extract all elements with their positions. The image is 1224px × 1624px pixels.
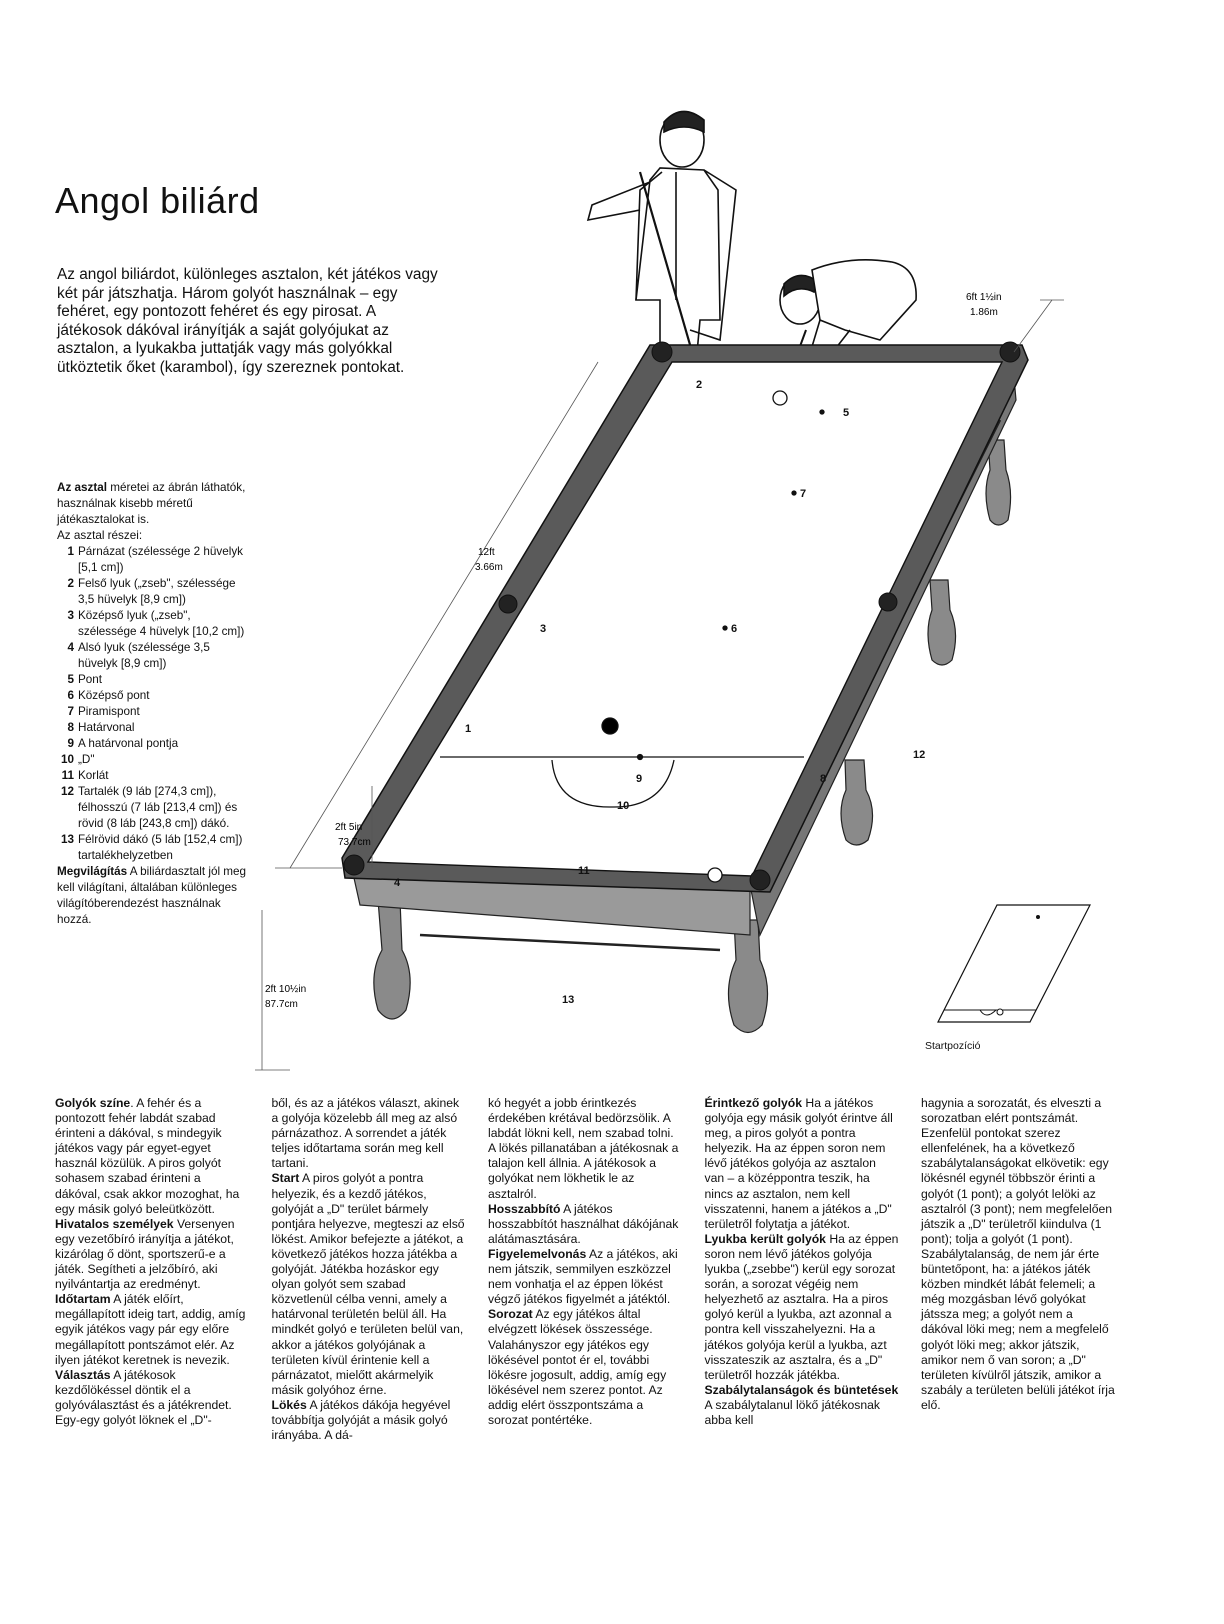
table-part-number: 9	[67, 737, 74, 750]
rule-text: Az egy játékos által elvégzett lökések összessége. Valahányszor egy játékos egy lökésével pontot ér el, további lökésre jogosult, addig, amíg egy lökésével nem szerez pontot. Az addig elért összpontszáma a sorozat pontértéke.	[488, 1307, 667, 1427]
rule-paragraph	[488, 1202, 682, 1247]
rule-heading: Választás	[55, 1367, 111, 1382]
rule-paragraph	[55, 1217, 249, 1292]
rule-text: Ha az éppen soron nem lévő játékos golyója lyukba („zsebbe") kerül egy sorozat során, a sorozat végéig nem helyezhető az asztalra. Ha a piros golyó kerül a lyukba, azt azonnal a pontra kell visszahelyezni. Ha a játékos golyója kerül a lyukba, azt visszateszik az asztalra, és a „D" területről hozzák játékba.	[704, 1231, 899, 1382]
rules-column	[705, 1096, 899, 1443]
label-baulk-line: 8	[820, 773, 827, 785]
table-part-number: 11	[61, 769, 74, 782]
table-part-number: 8	[67, 721, 74, 734]
rule-heading: Érintkező golyók	[704, 1096, 803, 1110]
dim-leg-imperial: 2ft 10½in	[265, 984, 307, 995]
dim-leg-metric: 87.7cm	[265, 999, 298, 1010]
table-part-number: 4	[67, 641, 74, 654]
parts-title: Az asztal részei:	[57, 529, 143, 542]
table-part-number: 7	[67, 705, 74, 718]
rule-paragraph	[705, 1096, 899, 1232]
rule-text: A játékos dákója hegyével továbbítja golyóját a másik golyó irányába. A dá-	[271, 1397, 451, 1443]
table-part-number: 10	[60, 753, 74, 766]
table-part-text: Félrövid dákó (5 láb [152,4 cm]) tartalékhelyzetben	[78, 833, 243, 862]
rules-column	[921, 1096, 1115, 1443]
table-part-number: 2	[67, 577, 74, 590]
rule-paragraph	[488, 1247, 682, 1307]
rule-text: ből, és az a játékos választ, akinek a golyója közelebb áll meg az alsó párnázathoz. A sorrendet a játék teljes időtartama során meg kell tartani.	[271, 1096, 460, 1171]
table-part-number: 12	[60, 785, 74, 798]
table-part-number: 13	[60, 833, 74, 846]
rule-text: Ha a játékos golyója egy másik golyót érintve áll meg, a piros golyót a pontra helyezik. Ha az éppen soron nem lévő játékos golyója az asztalon van – a középpontra teszik, ha nincs az asztalon, nem kell visszatenni, hanem a játékos a „D" területről folytatja a játékot.	[704, 1096, 893, 1231]
rule-heading: Időtartam	[55, 1292, 111, 1307]
lighting-heading: Megvilágítás	[57, 865, 128, 878]
rules-columns	[55, 1096, 1115, 1443]
table-part-number: 1	[67, 545, 74, 558]
label-spare-cues: 12	[913, 749, 926, 761]
label-top-pocket: 2	[696, 379, 703, 391]
rule-text: . A fehér és a pontozott fehér labdát szabad érinteni a dákóval, s mindegyik játékos vagy pár egyet-egyet használ közülük. A piros golyót sohasem szabad érinteni a dákóval, csak akkor mozoghat, ha egy másik golyó beleütközött.	[55, 1096, 240, 1216]
label-bottom-pocket: 4	[394, 877, 401, 889]
rule-paragraph	[488, 1096, 682, 1202]
label-spot: 5	[843, 407, 850, 419]
rule-paragraph	[272, 1398, 466, 1443]
rule-paragraph	[55, 1292, 249, 1367]
rule-paragraph	[272, 1171, 466, 1397]
rule-heading: Hosszabbító	[488, 1201, 561, 1216]
rules-column	[488, 1096, 682, 1443]
label-pyramid-spot: 7	[800, 488, 807, 500]
rule-paragraph	[272, 1096, 466, 1171]
rules-column	[55, 1096, 249, 1443]
table-part-text: Piramispont	[78, 705, 140, 718]
rule-heading: Lökés	[271, 1397, 307, 1412]
rule-heading: Hivatalos személyek	[55, 1216, 174, 1231]
rule-heading: Golyók színe	[55, 1096, 131, 1110]
label-centre-spot: 6	[731, 623, 738, 635]
rules-column	[272, 1096, 466, 1443]
rule-text: hagynia a sorozatát, és elveszti a sorozatban elért pontszámát. Ezenfelül pontokat szerez ellenfelének, ha a következő szabálytalanságokat elkövetik: egy lökésnél egynél többször érinti a golyót (1 pont); a golyót lelöki az asztalról (3 pont); nem megfelelően játszik a „D" területről kiindulva (1 pont); tolja a golyót (1 pont). Szabálytalanság, de nem jár érte büntetőpont, ha: a játékos játék közben mindkét lábát felemeli; a még mozgásban lévő golyókat játssza meg; a golyót nem a dákóval löki meg; nem a megfelelő golyót löki meg; akkor játszik, amikor nem ő van soron; a „D" területen kívülről játszik, amikor a szabály a területen belüli játékot írja elő.	[921, 1096, 1115, 1412]
table-part-text: Tartalék (9 láb [274,3 cm]), félhosszú (7 láb [213,4 cm]) és rövid (8 láb [243,8 cm]) dákó.	[78, 785, 238, 830]
table-info-heading: Az asztal	[57, 481, 108, 494]
start-position-inset	[938, 905, 1090, 1022]
table-part-text: Középső lyuk („zseb", szélessége 4 hüvelyk [10,2 cm])	[78, 609, 245, 638]
rule-heading: Szabálytalanságok és büntetések	[704, 1382, 899, 1397]
label-cushion: 1	[465, 723, 472, 735]
table-part-text: Párnázat (szélessége 2 hüvelyk [5,1 cm])	[78, 545, 244, 574]
table-part-number: 3	[67, 609, 74, 622]
rule-text: Az a játékos, aki nem játszik, semmilyen eszközzel nem vonhatja el az éppen lökést végző játékos figyelmét a játéktól.	[488, 1246, 678, 1307]
rule-heading: Figyelemelvonás	[488, 1246, 587, 1261]
page-title: Angol biliárd	[55, 180, 260, 221]
dim-length-imperial: 12ft	[478, 547, 495, 558]
dim-height-metric: 73.7cm	[338, 837, 371, 848]
rule-text: A játékos hosszabbítót használhat dákójának alátámasztására.	[488, 1201, 679, 1246]
rule-paragraph	[55, 1368, 249, 1428]
label-baulk-spot: 9	[636, 773, 643, 785]
rule-text: A játékosok kezdőlökéssel döntik el a golyóválasztást és a játékrendet. Egy-egy golyót löknek el „D"-	[55, 1367, 232, 1427]
rule-paragraph	[705, 1232, 899, 1383]
table-part-text: Alsó lyuk (szélessége 3,5 hüvelyk [8,9 cm])	[78, 641, 210, 670]
rule-text: A játék előírt, megállapított ideig tart, addig, amíg egyik játékos vagy pár egy előre megállapított pontszámot elér. Az ilyen játékot keretnek is nevezik.	[55, 1292, 246, 1367]
table-part-text: Pont	[78, 673, 103, 686]
table-part-text: A határvonal pontja	[78, 737, 179, 750]
table-part-text: Korlát	[78, 769, 109, 782]
lighting-body: A biliárdasztalt jól meg kell világítani, általában különleges világítóberendezést használnak hozzá.	[57, 865, 247, 926]
rule-heading: Sorozat	[488, 1307, 533, 1322]
dim-height-imperial: 2ft 5in	[335, 822, 363, 833]
rule-paragraph	[705, 1383, 899, 1428]
rule-text: Versenyen egy vezetőbíró irányítja a játékot, kizárólag ő dönt, sportszerű-e a játék. Segítheti a jelzőbíró, aki nyilvántartja az eredményt.	[55, 1216, 235, 1292]
dim-width-metric: 1.86m	[970, 307, 998, 318]
rule-paragraph	[921, 1096, 1115, 1413]
rule-heading: Lyukba került golyók	[704, 1231, 826, 1246]
table-part-number: 6	[67, 689, 74, 702]
table-part-text: „D"	[78, 753, 95, 766]
label-middle-pocket: 3	[540, 623, 547, 635]
rule-paragraph	[55, 1096, 249, 1217]
rule-heading: Start	[271, 1171, 300, 1186]
rule-text: A szabálytalanul lökő játékosnak abba kell	[704, 1397, 880, 1427]
rule-paragraph	[488, 1307, 682, 1428]
label-d: 10	[617, 800, 630, 812]
label-rail: 11	[578, 865, 590, 877]
table-part-text: Felső lyuk („zseb", szélessége 3,5 hüvelyk [8,9 cm])	[78, 577, 236, 606]
table-part-text: Középső pont	[78, 689, 150, 702]
dim-width-imperial: 6ft 1½in	[966, 292, 1002, 303]
intro-paragraph: Az angol biliárdot, különleges asztalon, két játékos vagy két pár játszhatja. Három golyót használnak – egy fehéret, egy pontozott fehéret és egy pirosat. A játékosok dákóval irányítják a saját golyójukat az asztalon, a lyukakba juttatják vagy más golyókkal ütköztetik őket (karambol), így szereznek pontokat.	[57, 266, 438, 376]
dim-length-metric: 3.66m	[475, 562, 503, 573]
table-part-number: 5	[67, 673, 74, 686]
rule-text: kó hegyét a jobb érintkezés érdekében krétával bedörzsölik. A labdát lökni kell, nem szabad tolni. A lökés pillanatában a játékosnak a talajon kell állnia. A játékosok a golyókat nem lökhetik le az asztalról.	[488, 1096, 679, 1201]
label-half-butt-cue: 13	[562, 994, 575, 1006]
rule-text: A piros golyót a pontra helyezik, és a kezdő játékos, golyóját a „D" terület bármely pontjára helyezve, megteszi az első lökést. Amikor befejezte a játékot, a következő játékos hozza játékba a golyóját. Játékba hozáskor egy olyan golyót sem szabad közvetlenül célba venni, amely a határvonal területén belül áll. Ha mindkét golyó e területen belül van, akkor a játékos golyójának a területen kívül érintenie kell a párnázatot, mielőtt akármelyik másik golyóhoz érne.	[271, 1171, 465, 1397]
table-part-text: Határvonal	[78, 721, 135, 734]
start-position-caption: Startpozíció	[925, 1040, 981, 1052]
table-info-body: méretei az ábrán láthatók, használnak kisebb méretű játékasztalokat is.	[57, 481, 246, 526]
